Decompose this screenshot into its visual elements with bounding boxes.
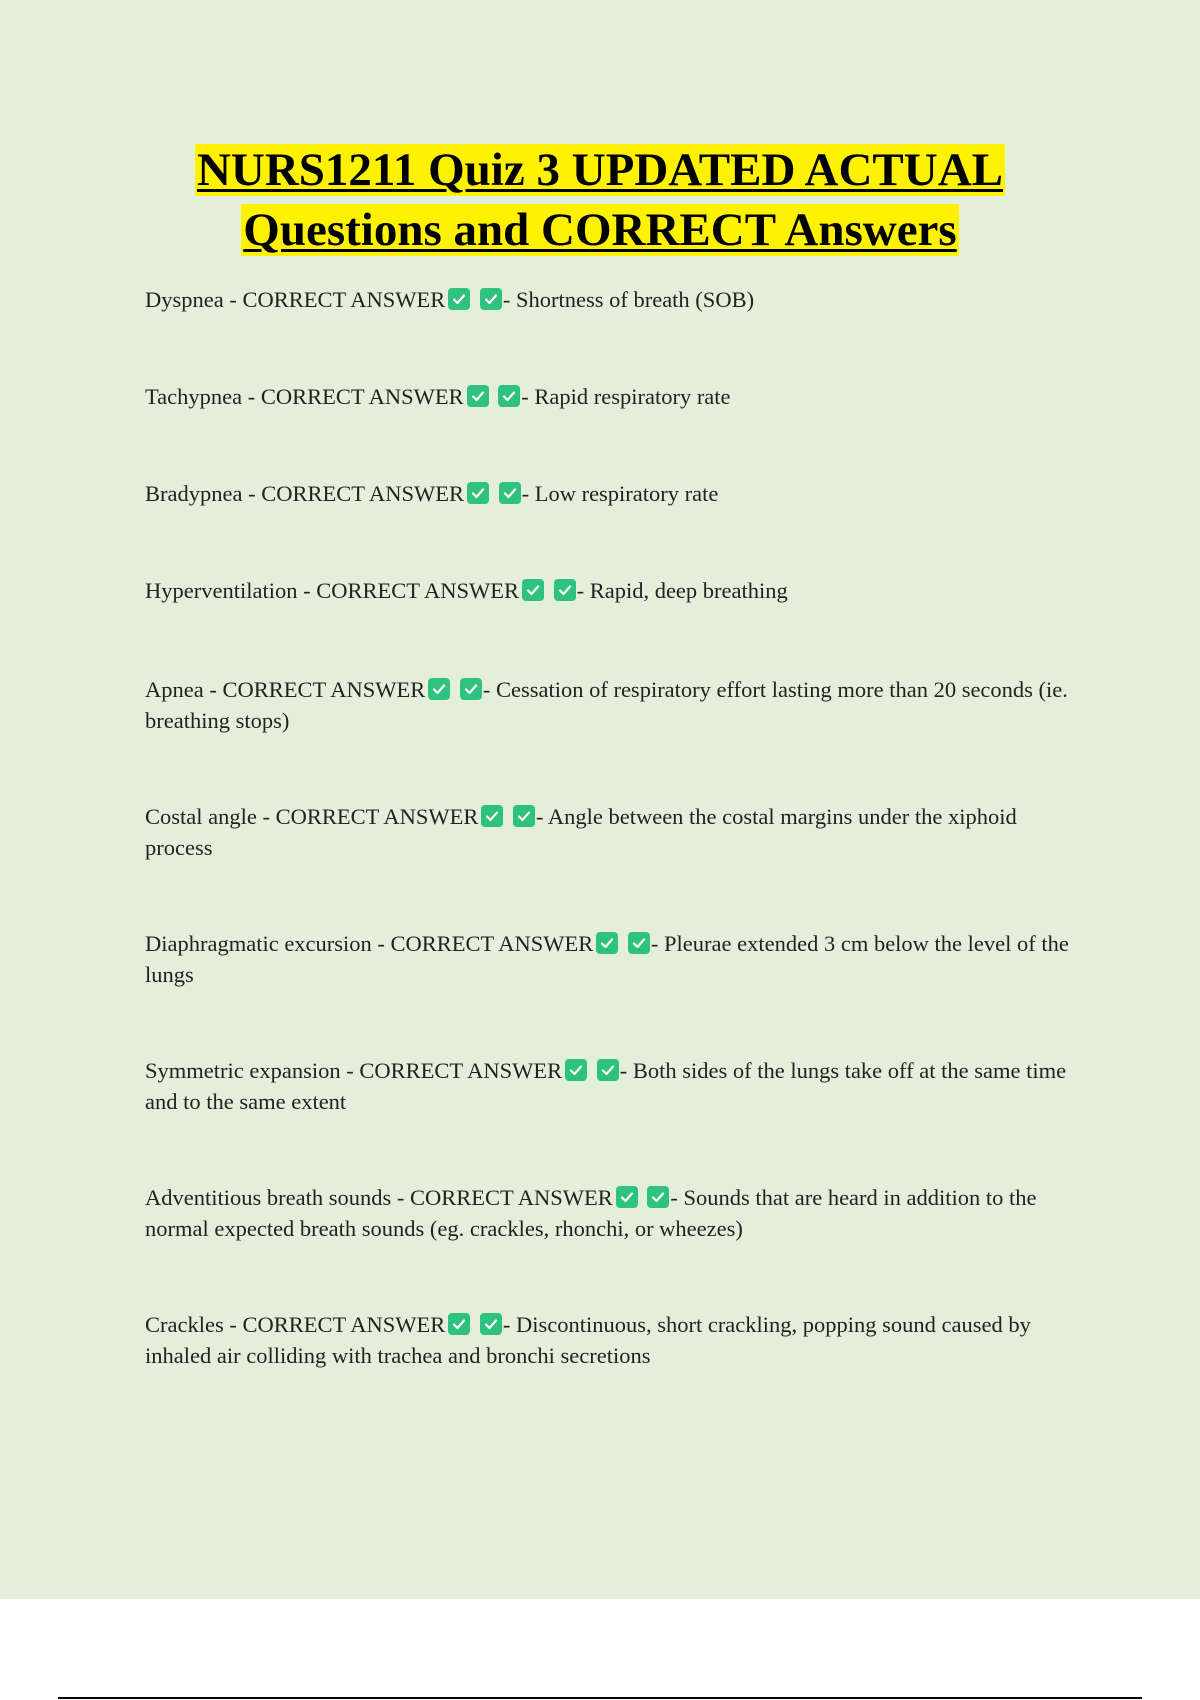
qa-answer-prefix: - (619, 1058, 633, 1083)
green-check-icon (565, 1059, 587, 1081)
qa-answer: Rapid respiratory rate (534, 384, 731, 409)
qa-answer: Low respiratory rate (534, 481, 719, 506)
qa-item (145, 928, 1085, 990)
qa-answer-prefix: - (521, 481, 535, 506)
qa-term: Bradypnea (145, 481, 243, 506)
qa-answer: Cessation of respiratory effort lasting more than 20 seconds (ie. breathing stops) (145, 677, 1068, 733)
qa-answer-prefix: - (670, 1185, 684, 1210)
qa-term: Apnea (145, 677, 204, 702)
green-check-icon (647, 1186, 669, 1208)
green-check-icon (616, 1186, 638, 1208)
qa-term: Symmetric expansion (145, 1058, 341, 1083)
qa-answer-prefix: - (521, 384, 535, 409)
green-check-icon (467, 385, 489, 407)
qa-answer: Angle between the costal margins under the xiphoid process (145, 804, 1017, 860)
qa-term: Diaphragmatic excursion (145, 931, 372, 956)
qa-term: Dyspnea (145, 287, 224, 312)
qa-answer-prefix: - (535, 804, 548, 829)
green-check-icon (448, 1313, 470, 1335)
qa-answer-prefix: - (502, 287, 516, 312)
qa-separator: - CORRECT ANSWER (247, 384, 464, 409)
qa-separator: - CORRECT ANSWER (377, 931, 594, 956)
green-check-icon (448, 288, 470, 310)
green-check-icon (554, 579, 576, 601)
green-check-icon (513, 805, 535, 827)
green-check-icon (498, 385, 520, 407)
qa-separator: - CORRECT ANSWER (262, 804, 479, 829)
footer-rule (58, 1697, 1142, 1699)
qa-answer-prefix: - (502, 1312, 516, 1337)
green-check-icon (481, 805, 503, 827)
green-check-icon (480, 1313, 502, 1335)
title-line-1: NURS1211 Quiz 3 UPDATED ACTUAL (196, 144, 1004, 196)
qa-item (145, 1309, 1085, 1371)
qa-item (145, 381, 1085, 412)
green-check-icon (467, 482, 489, 504)
qa-separator: - CORRECT ANSWER (229, 1312, 446, 1337)
qa-term: Costal angle (145, 804, 257, 829)
qa-separator: - CORRECT ANSWER (346, 1058, 563, 1083)
qa-item (145, 478, 1085, 509)
green-check-icon (597, 1059, 619, 1081)
green-check-icon (460, 678, 482, 700)
qa-answer-prefix: - (482, 677, 496, 702)
qa-item (145, 674, 1085, 736)
green-check-icon (428, 678, 450, 700)
qa-term: Crackles (145, 1312, 224, 1337)
qa-term: Hyperventilation (145, 578, 298, 603)
green-check-icon (596, 932, 618, 954)
green-check-icon (522, 579, 544, 601)
qa-answer-prefix: - (650, 931, 665, 956)
qa-term: Tachypnea (145, 384, 243, 409)
qa-answer-prefix: - (576, 578, 590, 603)
qa-answer: Discontinuous, short crackling, popping sound caused by inhaled air colliding with trachea and bronchi secretions (145, 1312, 1031, 1368)
title-line-2: Questions and CORRECT Answers (243, 204, 957, 256)
qa-separator: - CORRECT ANSWER (248, 481, 464, 506)
green-check-icon (628, 932, 650, 954)
qa-answer: Pleurae extended 3 cm below the level of the lungs (145, 931, 1069, 987)
qa-item (145, 284, 1085, 315)
green-check-icon (480, 288, 502, 310)
qa-item (145, 1055, 1085, 1117)
qa-separator: - CORRECT ANSWER (229, 287, 446, 312)
qa-answer: Shortness of breath (SOB) (515, 287, 755, 312)
qa-item (145, 1182, 1085, 1244)
page-title (0, 140, 1200, 260)
green-check-icon (499, 482, 521, 504)
qa-item (145, 575, 1085, 606)
qa-item (145, 801, 1085, 863)
qa-separator: - CORRECT ANSWER (303, 578, 519, 603)
qa-answer: Sounds that are heard in addition to the normal expected breath sounds (eg. crackles, rhonchi, or wheezes) (145, 1185, 1037, 1241)
qa-answer: Both sides of the lungs take off at the same time and to the same extent (145, 1058, 1067, 1114)
qa-term: Adventitious breath sounds (145, 1185, 392, 1210)
qa-answer: Rapid, deep breathing (589, 578, 788, 603)
qa-separator: - CORRECT ANSWER (396, 1185, 613, 1210)
qa-separator: - CORRECT ANSWER (209, 677, 426, 702)
